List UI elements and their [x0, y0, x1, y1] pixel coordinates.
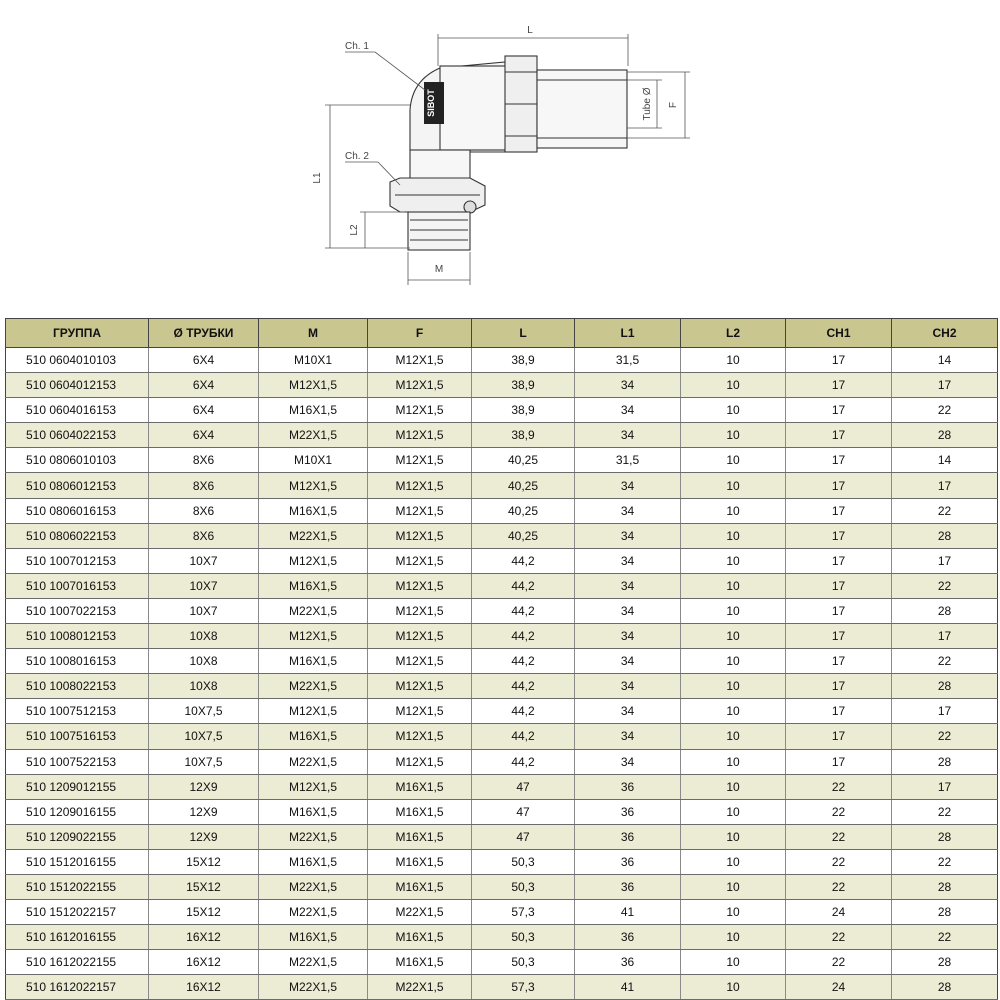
table-cell: 10X7,5	[149, 699, 259, 724]
table-cell: 17	[786, 523, 892, 548]
table-cell: 17	[786, 724, 892, 749]
table-cell: 510 0604012153	[6, 373, 149, 398]
table-cell: 47	[472, 824, 575, 849]
table-row	[6, 423, 998, 448]
table-cell: 41	[575, 900, 681, 925]
table-cell: 17	[786, 649, 892, 674]
table-cell: M12X1,5	[368, 724, 472, 749]
table-cell: 28	[892, 749, 998, 774]
table-cell: 22	[786, 799, 892, 824]
table-cell: 17	[786, 598, 892, 623]
table-cell: 50,3	[472, 950, 575, 975]
table-cell: 10X7,5	[149, 724, 259, 749]
table-cell: M12X1,5	[368, 523, 472, 548]
table-cell: M12X1,5	[259, 774, 368, 799]
table-cell: 47	[472, 799, 575, 824]
table-cell: 17	[786, 573, 892, 598]
table-row	[6, 373, 998, 398]
table-cell: M16X1,5	[259, 799, 368, 824]
table-cell: M12X1,5	[368, 498, 472, 523]
table-cell: 34	[575, 674, 681, 699]
table-cell: M16X1,5	[368, 925, 472, 950]
table-cell: M12X1,5	[259, 473, 368, 498]
table-cell: 10	[681, 975, 786, 1000]
table-row	[6, 774, 998, 799]
table-cell: 28	[892, 523, 998, 548]
table-cell: 22	[892, 799, 998, 824]
table-cell: 10	[681, 749, 786, 774]
table-cell: 10X7	[149, 598, 259, 623]
table-row	[6, 649, 998, 674]
table-row	[6, 398, 998, 423]
table-row	[6, 498, 998, 523]
column-header: M	[259, 319, 368, 348]
table-row	[6, 573, 998, 598]
dim-tube-label: Tube Ø	[642, 87, 653, 121]
table-cell: M22X1,5	[259, 900, 368, 925]
table-cell: M16X1,5	[259, 398, 368, 423]
table-cell: 22	[892, 925, 998, 950]
table-cell: M16X1,5	[259, 573, 368, 598]
table-cell: M12X1,5	[368, 674, 472, 699]
table-cell: 22	[786, 950, 892, 975]
table-cell: 44,2	[472, 624, 575, 649]
table-cell: 57,3	[472, 900, 575, 925]
table-cell: 8X6	[149, 448, 259, 473]
table-row	[6, 624, 998, 649]
table-cell: 17	[786, 674, 892, 699]
table-cell: 28	[892, 975, 998, 1000]
table-cell: 6X4	[149, 398, 259, 423]
table-row	[6, 548, 998, 573]
column-header: CH2	[892, 319, 998, 348]
table-cell: 17	[892, 473, 998, 498]
table-cell: M12X1,5	[259, 548, 368, 573]
table-cell: 40,25	[472, 473, 575, 498]
table-cell: M16X1,5	[259, 498, 368, 523]
dim-L2-label: L2	[349, 224, 360, 236]
table-cell: 510 1008016153	[6, 649, 149, 674]
table-cell: M16X1,5	[259, 925, 368, 950]
table-cell: 44,2	[472, 573, 575, 598]
table-cell: 15X12	[149, 849, 259, 874]
table-cell: 36	[575, 774, 681, 799]
table-row	[6, 724, 998, 749]
table-cell: 510 0806012153	[6, 473, 149, 498]
table-cell: M12X1,5	[368, 373, 472, 398]
table-cell: 17	[892, 774, 998, 799]
table-cell: 17	[786, 373, 892, 398]
table-cell: 34	[575, 598, 681, 623]
table-cell: 40,25	[472, 448, 575, 473]
table-cell: 22	[892, 724, 998, 749]
table-cell: 510 1512016155	[6, 849, 149, 874]
table-cell: 10	[681, 448, 786, 473]
table-cell: 28	[892, 674, 998, 699]
table-cell: 510 0806010103	[6, 448, 149, 473]
table-cell: 36	[575, 849, 681, 874]
table-cell: 34	[575, 423, 681, 448]
table-cell: M12X1,5	[368, 573, 472, 598]
table-cell: 17	[892, 548, 998, 573]
table-cell: M12X1,5	[368, 473, 472, 498]
table-cell: 22	[786, 849, 892, 874]
table-cell: 40,25	[472, 498, 575, 523]
table-cell: 44,2	[472, 548, 575, 573]
table-cell: 510 1612022155	[6, 950, 149, 975]
table-cell: 510 0604016153	[6, 398, 149, 423]
table-cell: M22X1,5	[259, 874, 368, 899]
table-cell: 38,9	[472, 373, 575, 398]
table-cell: 10	[681, 573, 786, 598]
table-cell: 10X7	[149, 548, 259, 573]
table-cell: M12X1,5	[259, 373, 368, 398]
table-cell: M16X1,5	[259, 649, 368, 674]
table-cell: M12X1,5	[368, 348, 472, 373]
table-row	[6, 448, 998, 473]
table-cell: 10	[681, 523, 786, 548]
table-cell: M22X1,5	[259, 423, 368, 448]
table-cell: 22	[892, 573, 998, 598]
table-cell: 510 1209012155	[6, 774, 149, 799]
table-cell: M10X1	[259, 348, 368, 373]
table-cell: 28	[892, 824, 998, 849]
table-cell: M12X1,5	[368, 398, 472, 423]
table-cell: 44,2	[472, 724, 575, 749]
table-cell: 8X6	[149, 473, 259, 498]
table-cell: 10	[681, 849, 786, 874]
table-cell: 10	[681, 548, 786, 573]
column-header: L	[472, 319, 575, 348]
table-row	[6, 824, 998, 849]
table-cell: 14	[892, 348, 998, 373]
table-cell: 36	[575, 874, 681, 899]
table-cell: 10	[681, 674, 786, 699]
table-cell: 47	[472, 774, 575, 799]
table-cell: 510 0604010103	[6, 348, 149, 373]
table-cell: M22X1,5	[259, 674, 368, 699]
table-cell: 10	[681, 900, 786, 925]
table-cell: 17	[786, 448, 892, 473]
table-row	[6, 473, 998, 498]
table-cell: 10	[681, 699, 786, 724]
table-cell: M22X1,5	[259, 975, 368, 1000]
table-cell: M12X1,5	[368, 649, 472, 674]
table-cell: 17	[786, 473, 892, 498]
table-cell: 10X8	[149, 674, 259, 699]
table-cell: 10	[681, 649, 786, 674]
table-cell: 17	[786, 398, 892, 423]
dim-L1-label: L1	[312, 172, 323, 184]
table-cell: 10	[681, 498, 786, 523]
table-cell: 28	[892, 874, 998, 899]
dim-ch2-label: Ch. 2	[345, 151, 369, 162]
table-row	[6, 874, 998, 899]
column-header: F	[368, 319, 472, 348]
table-cell: 15X12	[149, 900, 259, 925]
table-cell: M12X1,5	[368, 699, 472, 724]
table-row	[6, 799, 998, 824]
table-cell: 12X9	[149, 824, 259, 849]
table-cell: M12X1,5	[259, 699, 368, 724]
table-cell: 22	[786, 874, 892, 899]
table-row	[6, 348, 998, 373]
table-cell: 10	[681, 373, 786, 398]
table-cell: M16X1,5	[259, 724, 368, 749]
table-cell: 22	[892, 849, 998, 874]
table-row	[6, 674, 998, 699]
table-cell: 34	[575, 398, 681, 423]
table-cell: 28	[892, 423, 998, 448]
table-cell: 50,3	[472, 874, 575, 899]
table-row	[6, 950, 998, 975]
table-cell: 10X7,5	[149, 749, 259, 774]
table-cell: 10	[681, 925, 786, 950]
column-header: L2	[681, 319, 786, 348]
table-cell: 10	[681, 423, 786, 448]
table-cell: 38,9	[472, 423, 575, 448]
table-cell: 10	[681, 598, 786, 623]
table-cell: 15X12	[149, 874, 259, 899]
table-cell: 6X4	[149, 373, 259, 398]
table-cell: 24	[786, 900, 892, 925]
table-cell: M22X1,5	[259, 749, 368, 774]
table-cell: M12X1,5	[368, 624, 472, 649]
table-cell: 510 0806022153	[6, 523, 149, 548]
table-cell: 510 1008022153	[6, 674, 149, 699]
table-cell: 44,2	[472, 674, 575, 699]
table-cell: 57,3	[472, 975, 575, 1000]
table-cell: 8X6	[149, 523, 259, 548]
table-cell: M22X1,5	[259, 824, 368, 849]
table-cell: 38,9	[472, 398, 575, 423]
table-cell: 40,25	[472, 523, 575, 548]
table-row	[6, 925, 998, 950]
dim-F-label: F	[668, 101, 679, 109]
column-header: L1	[575, 319, 681, 348]
table-cell: 34	[575, 624, 681, 649]
table-cell: M22X1,5	[368, 975, 472, 1000]
brand-mark: SIBOT	[426, 89, 436, 117]
table-cell: 44,2	[472, 749, 575, 774]
dim-ch1-label: Ch. 1	[345, 41, 369, 52]
table-cell: 10	[681, 348, 786, 373]
table-cell: 34	[575, 724, 681, 749]
table-cell: 510 1209016155	[6, 799, 149, 824]
table-cell: M12X1,5	[368, 423, 472, 448]
table-cell: 17	[786, 548, 892, 573]
table-cell: 36	[575, 925, 681, 950]
table-cell: 12X9	[149, 774, 259, 799]
table-cell: 10	[681, 950, 786, 975]
table-cell: 10X7	[149, 573, 259, 598]
table-cell: 510 1612022157	[6, 975, 149, 1000]
table-cell: 510 1512022155	[6, 874, 149, 899]
table-header-row	[6, 319, 998, 348]
table-cell: 22	[892, 398, 998, 423]
table-cell: 44,2	[472, 649, 575, 674]
table-cell: 36	[575, 824, 681, 849]
table-cell: M22X1,5	[368, 900, 472, 925]
table-cell: M10X1	[259, 448, 368, 473]
table-row	[6, 523, 998, 548]
table-cell: 510 1007522153	[6, 749, 149, 774]
column-header: Ø ТРУБКИ	[149, 319, 259, 348]
table-cell: M16X1,5	[368, 774, 472, 799]
table-cell: 10	[681, 874, 786, 899]
table-cell: 6X4	[149, 423, 259, 448]
table-cell: 34	[575, 548, 681, 573]
table-cell: 10	[681, 624, 786, 649]
table-cell: 41	[575, 975, 681, 1000]
table-cell: M16X1,5	[259, 849, 368, 874]
table-cell: 22	[786, 824, 892, 849]
table-cell: M16X1,5	[368, 824, 472, 849]
table-cell: 16X12	[149, 925, 259, 950]
table-cell: 50,3	[472, 849, 575, 874]
table-cell: M22X1,5	[259, 950, 368, 975]
table-cell: 17	[786, 624, 892, 649]
table-cell: 510 1007516153	[6, 724, 149, 749]
table-cell: 34	[575, 498, 681, 523]
table-cell: 34	[575, 749, 681, 774]
table-cell: 10	[681, 824, 786, 849]
fitting-drawing	[300, 20, 710, 295]
table-cell: 22	[892, 498, 998, 523]
table-cell: 10	[681, 398, 786, 423]
table-cell: 34	[575, 523, 681, 548]
table-cell: 38,9	[472, 348, 575, 373]
table-cell: 34	[575, 373, 681, 398]
table-cell: 28	[892, 950, 998, 975]
table-cell: 510 1007012153	[6, 548, 149, 573]
table-cell: 16X12	[149, 975, 259, 1000]
table-cell: 31,5	[575, 348, 681, 373]
table-cell: 510 0604022153	[6, 423, 149, 448]
table-cell: M22X1,5	[259, 523, 368, 548]
table-cell: M16X1,5	[368, 799, 472, 824]
table-cell: 17	[892, 699, 998, 724]
table-cell: 510 1512022157	[6, 900, 149, 925]
column-header: ГРУППА	[6, 319, 149, 348]
table-cell: 16X12	[149, 950, 259, 975]
table-cell: 34	[575, 473, 681, 498]
table-cell: 8X6	[149, 498, 259, 523]
table-cell: 12X9	[149, 799, 259, 824]
table-cell: 17	[786, 348, 892, 373]
table-cell: 510 1612016155	[6, 925, 149, 950]
table-cell: 44,2	[472, 699, 575, 724]
table-cell: 36	[575, 950, 681, 975]
table-body	[6, 348, 998, 1000]
table-cell: 510 1007512153	[6, 699, 149, 724]
table-cell: 34	[575, 649, 681, 674]
table-cell: 50,3	[472, 925, 575, 950]
table-cell: 510 1007022153	[6, 598, 149, 623]
table-cell: 22	[786, 774, 892, 799]
table-cell: 34	[575, 573, 681, 598]
table-cell: 34	[575, 699, 681, 724]
table-cell: 510 1007016153	[6, 573, 149, 598]
table-cell: 17	[786, 498, 892, 523]
table-cell: 510 0806016153	[6, 498, 149, 523]
table-cell: M12X1,5	[368, 749, 472, 774]
table-cell: 17	[892, 624, 998, 649]
table-row	[6, 975, 998, 1000]
table-row	[6, 749, 998, 774]
table-cell: M16X1,5	[368, 950, 472, 975]
table-cell: 28	[892, 900, 998, 925]
table-row	[6, 699, 998, 724]
table-cell: 10X8	[149, 624, 259, 649]
spec-table	[5, 318, 998, 1000]
table-cell: 10	[681, 799, 786, 824]
table-row	[6, 849, 998, 874]
table-cell: 10	[681, 724, 786, 749]
table-cell: 22	[786, 925, 892, 950]
table-cell: 510 1008012153	[6, 624, 149, 649]
table-cell: M12X1,5	[368, 548, 472, 573]
dim-L-label: L	[527, 25, 533, 36]
dim-M-label: M	[434, 264, 444, 275]
table-cell: 31,5	[575, 448, 681, 473]
table-cell: 22	[892, 649, 998, 674]
table-cell: 24	[786, 975, 892, 1000]
table-cell: 17	[786, 423, 892, 448]
table-cell: 36	[575, 799, 681, 824]
table-cell: 10	[681, 774, 786, 799]
table-cell: M12X1,5	[368, 448, 472, 473]
table-cell: 10	[681, 473, 786, 498]
table-cell: 28	[892, 598, 998, 623]
table-cell: M16X1,5	[368, 874, 472, 899]
table-cell: M16X1,5	[368, 849, 472, 874]
table-cell: M22X1,5	[259, 598, 368, 623]
table-cell: 17	[786, 699, 892, 724]
table-cell: 17	[786, 749, 892, 774]
table-cell: M12X1,5	[259, 624, 368, 649]
table-cell: 44,2	[472, 598, 575, 623]
table-cell: 14	[892, 448, 998, 473]
table-row	[6, 900, 998, 925]
table-cell: 17	[892, 373, 998, 398]
table-row	[6, 598, 998, 623]
column-header: CH1	[786, 319, 892, 348]
table-cell: 10X8	[149, 649, 259, 674]
table-cell: 510 1209022155	[6, 824, 149, 849]
elbow-fitting-diagram	[300, 20, 710, 295]
table-cell: M12X1,5	[368, 598, 472, 623]
table-cell: 6X4	[149, 348, 259, 373]
